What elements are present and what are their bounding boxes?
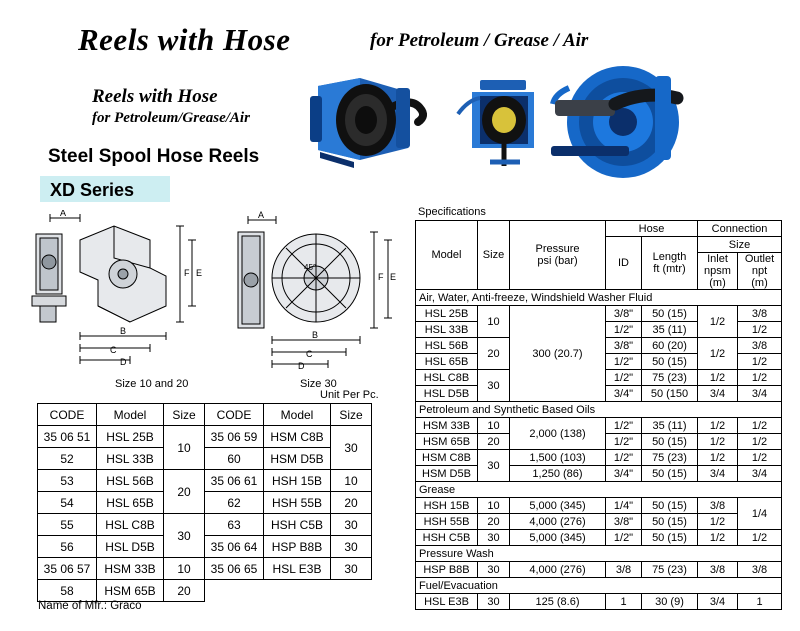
cell-size: 10 bbox=[478, 306, 510, 338]
cell-model: HSL 56B bbox=[97, 470, 164, 492]
drawing-caption-right: Size 30 bbox=[300, 378, 337, 390]
svg-text:C: C bbox=[306, 349, 313, 359]
cell-length: 35 (11) bbox=[642, 322, 698, 338]
group-title-air: Air, Water, Anti-freeze, Windshield Washer Fluid bbox=[416, 290, 782, 306]
cell-inlet: 1/2 bbox=[698, 450, 738, 466]
cell-size: 20 bbox=[478, 514, 510, 530]
cell-length: 50 (150 bbox=[642, 386, 698, 402]
cell-model: HSL 33B bbox=[416, 322, 478, 338]
cell-size: 10 bbox=[164, 558, 205, 580]
cell-outlet: 3/4 bbox=[738, 386, 782, 402]
th-inlet bbox=[698, 253, 738, 290]
cell-pressure: 4,000 (276) bbox=[510, 514, 606, 530]
cell-length: 50 (15) bbox=[642, 530, 698, 546]
table-row bbox=[38, 470, 372, 492]
series-label: XD Series bbox=[50, 180, 135, 200]
spec-group-row bbox=[416, 402, 782, 418]
cell-code2: 63 bbox=[205, 514, 264, 536]
cell-model2: HSM C8B bbox=[264, 426, 331, 448]
cell-size: 30 bbox=[478, 562, 510, 578]
section-title-line1: Reels with Hose bbox=[92, 86, 218, 107]
cell-size2: 30 bbox=[331, 426, 372, 470]
dimension-drawings bbox=[10, 210, 400, 390]
drawing-svg bbox=[10, 210, 400, 390]
product-photo-reel-1 bbox=[300, 66, 430, 171]
table-row bbox=[38, 514, 372, 536]
cell-inlet: 1/2 bbox=[698, 514, 738, 530]
cell-size: 20 bbox=[164, 580, 205, 602]
th-pressure-line2: psi (bar) bbox=[537, 255, 578, 267]
svg-text:A: A bbox=[258, 210, 265, 220]
cell-code2: 60 bbox=[205, 448, 264, 470]
cell-outlet: 1/2 bbox=[738, 354, 782, 370]
cell-model: HSL D5B bbox=[97, 536, 164, 558]
svg-text:E: E bbox=[196, 268, 203, 278]
table-row bbox=[38, 558, 372, 580]
cell-model: HSL 25B bbox=[97, 426, 164, 448]
cell-code: 35 06 57 bbox=[38, 558, 97, 580]
th-outlet-line3: (m) bbox=[751, 277, 768, 289]
cell-size: 30 bbox=[478, 450, 510, 482]
cell-inlet: 3/8 bbox=[698, 498, 738, 514]
cell-model: HSM 65B bbox=[416, 434, 478, 450]
svg-text:C: C bbox=[110, 345, 117, 355]
table-row bbox=[38, 448, 372, 470]
manufacturer-note: Name of Mfr.: Graco bbox=[38, 600, 142, 612]
section-title-line2: for Petroleum/Grease/Air bbox=[92, 110, 250, 126]
cell-length: 50 (15) bbox=[642, 434, 698, 450]
spec-header-row-1 bbox=[416, 221, 782, 237]
th-hose-length bbox=[642, 237, 698, 290]
cell-empty-3 bbox=[331, 580, 372, 602]
cell-model2: HSH 15B bbox=[264, 470, 331, 492]
cell-outlet: 3/4 bbox=[738, 466, 782, 482]
cell-inlet: 1/2 bbox=[698, 338, 738, 370]
cell-code2: 35 06 61 bbox=[205, 470, 264, 492]
cell-model: HSM D5B bbox=[416, 466, 478, 482]
cell-inlet: 1/2 bbox=[698, 434, 738, 450]
th-inlet-line1: Inlet bbox=[707, 253, 728, 265]
th-model-1: Model bbox=[97, 404, 164, 426]
cell-inlet: 3/4 bbox=[698, 594, 738, 610]
th-length-line1: Length bbox=[652, 251, 687, 263]
cell-outlet: 1/2 bbox=[738, 530, 782, 546]
cell-model: HSL 65B bbox=[416, 354, 478, 370]
cell-code: 58 bbox=[38, 580, 97, 602]
svg-text:F: F bbox=[378, 272, 384, 282]
cell-inlet: 1/2 bbox=[698, 530, 738, 546]
th-connection bbox=[698, 221, 782, 237]
cell-model: HSL 25B bbox=[416, 306, 478, 322]
cell-empty-2 bbox=[264, 580, 331, 602]
th-outlet-line2: npt bbox=[751, 265, 768, 277]
th-pressure bbox=[510, 221, 606, 290]
group-title-fuel: Fuel/Evacuation bbox=[416, 578, 782, 594]
cell-size2: 30 bbox=[331, 536, 372, 558]
cell-model2: HSH C5B bbox=[264, 514, 331, 536]
unit-per-pc-label: Unit Per Pc. bbox=[320, 389, 379, 401]
cell-pressure: 5,000 (345) bbox=[510, 530, 606, 546]
cell-code2: 62 bbox=[205, 492, 264, 514]
svg-text:F: F bbox=[184, 268, 190, 278]
th-hose: Hose bbox=[606, 221, 698, 237]
th-connection-size: Size bbox=[698, 237, 782, 253]
cell-outlet: 1/2 bbox=[738, 434, 782, 450]
cell-pressure: 2,000 (138) bbox=[510, 418, 606, 450]
cell-model: HSL 33B bbox=[97, 448, 164, 470]
spec-data-row bbox=[416, 514, 782, 530]
cell-outlet: 1/2 bbox=[738, 322, 782, 338]
cell-outlet: 3/8 bbox=[738, 338, 782, 354]
cell-model: HSM 65B bbox=[97, 580, 164, 602]
th-size-1: Size bbox=[164, 404, 205, 426]
cell-id: 1 bbox=[606, 594, 642, 610]
cell-id: 3/8" bbox=[606, 338, 642, 354]
cell-size2: 30 bbox=[331, 514, 372, 536]
cell-length: 50 (15) bbox=[642, 466, 698, 482]
table-row bbox=[38, 426, 372, 448]
cell-outlet: 3/8 bbox=[738, 562, 782, 578]
product-photos bbox=[300, 60, 800, 190]
cell-outlet: 1/4 bbox=[738, 498, 782, 530]
svg-text:B: B bbox=[312, 330, 319, 340]
cell-id: 1/4" bbox=[606, 498, 642, 514]
svg-text:E: E bbox=[390, 272, 397, 282]
cell-id: 1/2" bbox=[606, 450, 642, 466]
cell-model2: HSL E3B bbox=[264, 558, 331, 580]
th-code-2: CODE bbox=[205, 404, 264, 426]
cell-code: 56 bbox=[38, 536, 97, 558]
spec-data-row bbox=[416, 594, 782, 610]
svg-text:B: B bbox=[120, 326, 127, 336]
th-connection-line1: Connection bbox=[711, 222, 768, 235]
cell-code2: 35 06 59 bbox=[205, 426, 264, 448]
cell-id: 1/2" bbox=[606, 322, 642, 338]
cell-size: 30 bbox=[478, 530, 510, 546]
svg-text:D: D bbox=[298, 361, 305, 371]
cell-length: 30 (9) bbox=[642, 594, 698, 610]
cell-length: 60 (20) bbox=[642, 338, 698, 354]
th-code-1: CODE bbox=[38, 404, 97, 426]
cell-inlet: 3/8 bbox=[698, 562, 738, 578]
cell-code: 53 bbox=[38, 470, 97, 492]
th-length-line2: ft (mtr) bbox=[653, 263, 686, 275]
cell-size: 10 bbox=[164, 426, 205, 470]
cell-pressure: 5,000 (345) bbox=[510, 498, 606, 514]
th-inlet-line3: (m) bbox=[709, 277, 726, 289]
cell-size: 20 bbox=[478, 338, 510, 370]
cell-pressure: 4,000 (276) bbox=[510, 562, 606, 578]
cell-outlet: 3/8 bbox=[738, 306, 782, 322]
group-title-pressure-wash: Pressure Wash bbox=[416, 546, 782, 562]
cell-model: HSH 15B bbox=[416, 498, 478, 514]
cell-id: 1/2" bbox=[606, 370, 642, 386]
cell-model: HSM C8B bbox=[416, 450, 478, 466]
cell-model: HSL 65B bbox=[97, 492, 164, 514]
drawing-caption-left: Size 10 and 20 bbox=[115, 378, 189, 390]
table-row bbox=[38, 580, 372, 602]
cell-code: 55 bbox=[38, 514, 97, 536]
cell-id: 1/2" bbox=[606, 434, 642, 450]
cell-outlet: 1/2 bbox=[738, 418, 782, 434]
page-subtitle: for Petroleum / Grease / Air bbox=[370, 30, 589, 51]
cell-length: 75 (23) bbox=[642, 370, 698, 386]
cell-model: HSP B8B bbox=[416, 562, 478, 578]
svg-text:A: A bbox=[60, 210, 67, 218]
cell-size: 30 bbox=[478, 594, 510, 610]
cell-inlet: 1/2 bbox=[698, 418, 738, 434]
product-photo-reel-3 bbox=[535, 60, 695, 188]
th-outlet-line1: Outlet bbox=[744, 253, 775, 265]
cell-model: HSM 33B bbox=[97, 558, 164, 580]
cell-size: 20 bbox=[478, 434, 510, 450]
cell-model2: HSP B8B bbox=[264, 536, 331, 558]
cell-model: HSL C8B bbox=[97, 514, 164, 536]
cell-size2: 10 bbox=[331, 470, 372, 492]
cell-length: 75 (23) bbox=[642, 450, 698, 466]
spec-group-row bbox=[416, 578, 782, 594]
cell-length: 50 (15) bbox=[642, 354, 698, 370]
table-row bbox=[38, 492, 372, 514]
group-title-oils: Petroleum and Synthetic Based Oils bbox=[416, 402, 782, 418]
cell-inlet: 1/2 bbox=[698, 306, 738, 338]
cell-outlet: 1/2 bbox=[738, 450, 782, 466]
th-outlet bbox=[738, 253, 782, 290]
spec-group-row bbox=[416, 482, 782, 498]
cell-inlet: 3/4 bbox=[698, 466, 738, 482]
cell-size2: 20 bbox=[331, 492, 372, 514]
cell-length: 50 (15) bbox=[642, 306, 698, 322]
cell-code: 35 06 51 bbox=[38, 426, 97, 448]
cell-size: 20 bbox=[164, 470, 205, 514]
cell-model: HSH 55B bbox=[416, 514, 478, 530]
cell-outlet: 1/2 bbox=[738, 370, 782, 386]
table-header-row bbox=[38, 404, 372, 426]
cell-model: HSL E3B bbox=[416, 594, 478, 610]
cell-length: 35 (11) bbox=[642, 418, 698, 434]
th-model: Model bbox=[416, 221, 478, 290]
page-title: Reels with Hose bbox=[78, 22, 291, 57]
th-pressure-line1: Pressure bbox=[535, 243, 580, 255]
cell-model: HSM 33B bbox=[416, 418, 478, 434]
cell-code2: 35 06 64 bbox=[205, 536, 264, 558]
specifications-label: Specifications bbox=[418, 206, 486, 218]
cell-code: 54 bbox=[38, 492, 97, 514]
cell-pressure: 125 (8.6) bbox=[510, 594, 606, 610]
cell-pressure: 300 (20.7) bbox=[510, 306, 606, 402]
svg-text:45°: 45° bbox=[304, 263, 317, 272]
cell-outlet: 1 bbox=[738, 594, 782, 610]
cell-size: 10 bbox=[478, 498, 510, 514]
spec-data-row bbox=[416, 530, 782, 546]
cell-id: 1/2" bbox=[606, 530, 642, 546]
cell-model: HSL D5B bbox=[416, 386, 478, 402]
spec-data-row bbox=[416, 418, 782, 434]
cell-id: 1/2" bbox=[606, 418, 642, 434]
spec-group-row bbox=[416, 546, 782, 562]
section-title-line3: Steel Spool Hose Reels bbox=[48, 146, 260, 167]
spec-data-row bbox=[416, 306, 782, 322]
cell-code: 52 bbox=[38, 448, 97, 470]
th-inlet-line2: npsm bbox=[704, 265, 731, 277]
table-row bbox=[38, 536, 372, 558]
th-model-2: Model bbox=[264, 404, 331, 426]
specifications-table bbox=[415, 220, 782, 610]
cell-id: 3/8" bbox=[606, 306, 642, 322]
cell-model: HSL C8B bbox=[416, 370, 478, 386]
cell-id: 1/2" bbox=[606, 354, 642, 370]
cell-size: 10 bbox=[478, 418, 510, 434]
cell-id: 3/8 bbox=[606, 562, 642, 578]
cell-inlet: 1/2 bbox=[698, 370, 738, 386]
cell-size2: 30 bbox=[331, 558, 372, 580]
cell-length: 50 (15) bbox=[642, 498, 698, 514]
cell-code2: 35 06 65 bbox=[205, 558, 264, 580]
cell-id: 3/8" bbox=[606, 514, 642, 530]
spec-data-row bbox=[416, 498, 782, 514]
cell-pressure: 1,250 (86) bbox=[510, 466, 606, 482]
cell-empty-1 bbox=[205, 580, 264, 602]
spec-data-row bbox=[416, 450, 782, 466]
cell-model: HSL 56B bbox=[416, 338, 478, 354]
cell-model2: HSM D5B bbox=[264, 448, 331, 470]
cell-size: 30 bbox=[478, 370, 510, 402]
cell-length: 50 (15) bbox=[642, 514, 698, 530]
cell-length: 75 (23) bbox=[642, 562, 698, 578]
svg-text:D: D bbox=[120, 357, 127, 367]
cell-inlet: 3/4 bbox=[698, 386, 738, 402]
cell-pressure: 1,500 (103) bbox=[510, 450, 606, 466]
cell-model2: HSH 55B bbox=[264, 492, 331, 514]
spec-data-row bbox=[416, 466, 782, 482]
spec-data-row bbox=[416, 562, 782, 578]
spec-group-row bbox=[416, 290, 782, 306]
cell-size: 30 bbox=[164, 514, 205, 558]
code-table bbox=[37, 403, 372, 602]
th-hose-id: ID bbox=[606, 237, 642, 290]
cell-model: HSH C5B bbox=[416, 530, 478, 546]
cell-id: 3/4" bbox=[606, 386, 642, 402]
group-title-grease: Grease bbox=[416, 482, 782, 498]
cell-id: 3/4" bbox=[606, 466, 642, 482]
th-size: Size bbox=[478, 221, 510, 290]
th-size-2: Size bbox=[331, 404, 372, 426]
